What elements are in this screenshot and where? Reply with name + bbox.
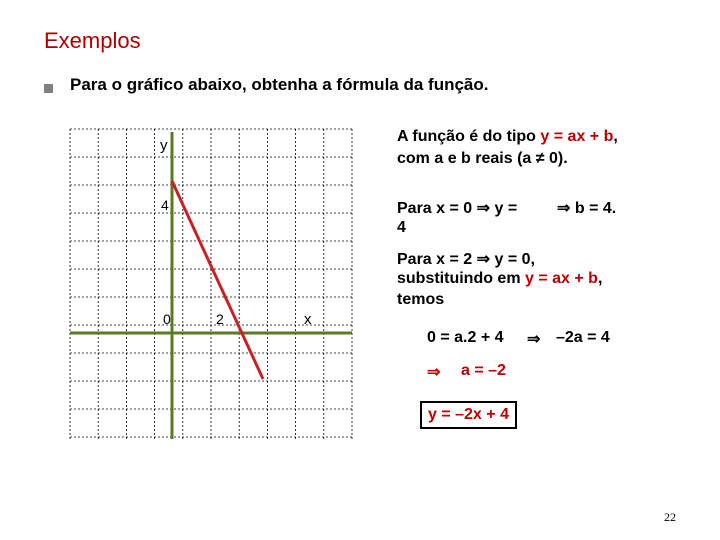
formula-highlight: y = ax + b xyxy=(540,128,614,145)
y-axis-label: y xyxy=(160,137,168,154)
equation-step-2: –2a = 4 xyxy=(556,329,610,346)
result-a: a = –2 xyxy=(461,362,506,379)
page-number: 22 xyxy=(664,510,676,524)
function-line xyxy=(172,181,263,379)
slide-title: Exemplos xyxy=(44,28,141,53)
explanation-line-2: com a e b reais (a ≠ 0). xyxy=(397,150,568,167)
tick-label-4: 4 xyxy=(161,197,169,213)
tick-label-0: 0 xyxy=(163,311,171,327)
x-axis-label: x xyxy=(304,311,312,328)
explanation-line-3b: ⇒ b = 4. xyxy=(557,200,617,217)
explanation-line-3a: Para x = 0 ⇒ y = xyxy=(397,200,518,217)
tick-label-2: 2 xyxy=(216,311,224,327)
bullet-square-icon xyxy=(44,84,53,93)
function-graph xyxy=(68,127,354,441)
final-answer-box: y = –2x + 4 xyxy=(420,401,517,429)
formula-highlight-2: y = ax + b xyxy=(525,270,598,287)
explanation-line-1: A função é do tipo y = ax + b, xyxy=(397,128,618,145)
explanation-line-7: temos xyxy=(397,291,445,308)
question-text: Para o gráfico abaixo, obtenha a fórmula da função. xyxy=(70,75,489,94)
explanation-line-5: Para x = 2 ⇒ y = 0, xyxy=(397,251,535,268)
equation-step-1: 0 = a.2 + 4 xyxy=(427,329,504,346)
implies-arrow-2: ⇒ xyxy=(427,364,441,381)
explanation-line-4: 4 xyxy=(397,219,406,236)
explanation-line-6: substituindo em y = ax + b, xyxy=(397,270,603,287)
implies-arrow-1: ⇒ xyxy=(527,331,541,348)
graph-grid xyxy=(70,129,352,439)
